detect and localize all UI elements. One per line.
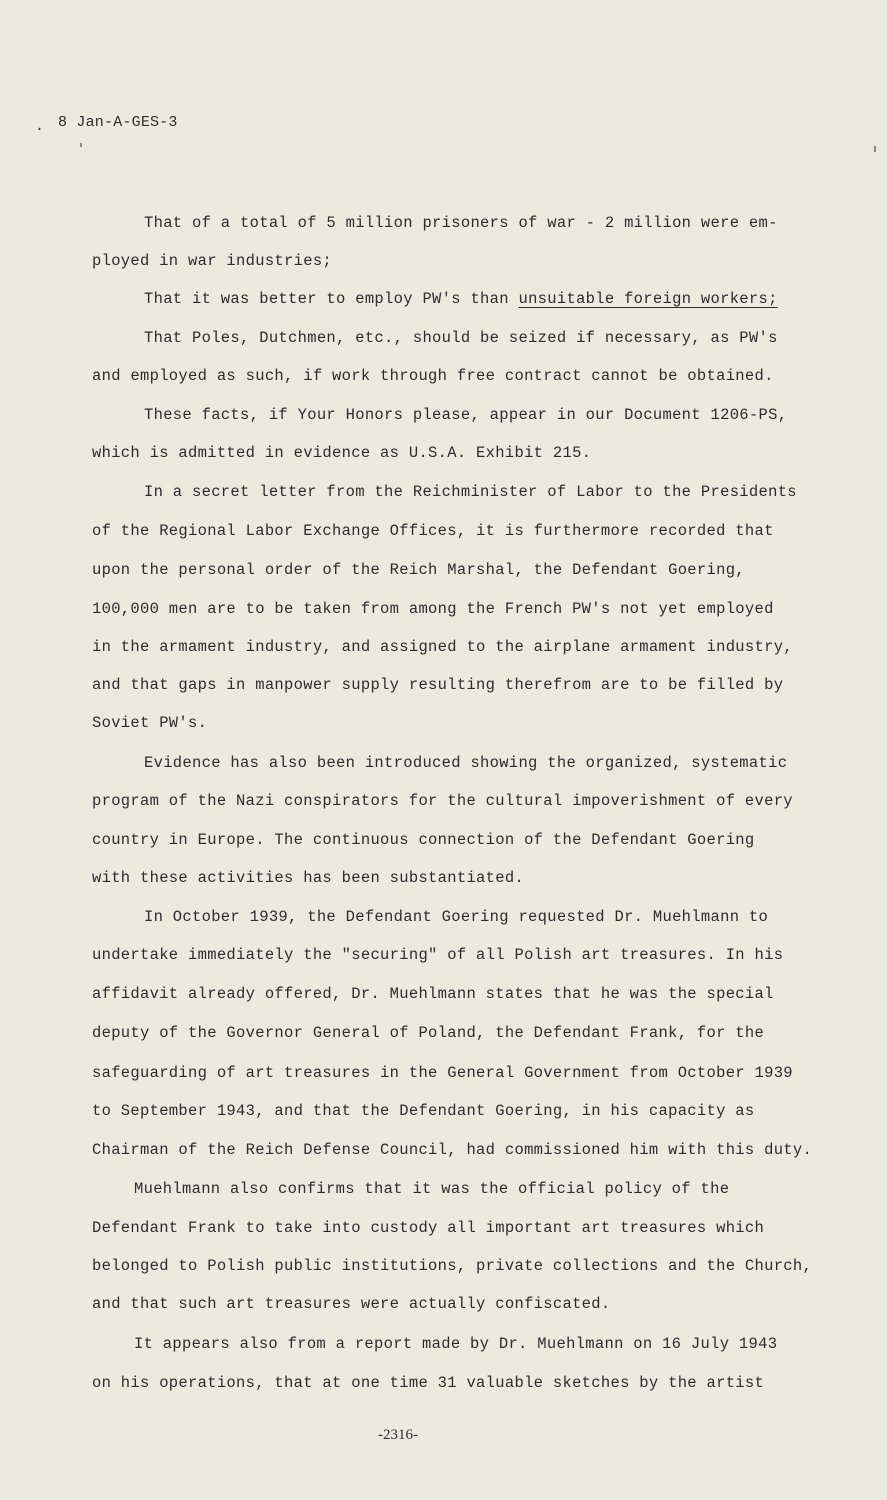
body-line: Muehlmann also confirms that it was the official policy of the [134, 1180, 730, 1198]
body-line-part: That it was better to employ PW's than [144, 290, 519, 308]
body-line: and that such art treasures were actually confiscated. [92, 1295, 611, 1313]
body-line: upon the personal order of the Reich Marshal, the Defendant Goering, [92, 561, 745, 579]
body-line: These facts, if Your Honors please, appear in our Document 1206-PS, [144, 406, 788, 424]
body-line: In a secret letter from the Reichminister of Labor to the Presidents [144, 483, 797, 501]
scan-artifact [80, 143, 82, 147]
body-line: Evidence has also been introduced showing the organized, systematic [144, 754, 788, 772]
underlined-phrase: unsuitable foreign workers; [518, 290, 778, 308]
body-line: belonged to Polish public institutions, private collections and the Church, [92, 1257, 813, 1275]
body-line: In October 1939, the Defendant Goering requested Dr. Muehlmann to [144, 908, 769, 926]
body-line: of the Regional Labor Exchange Offices, it is furthermore recorded that [92, 522, 774, 540]
document-reference: 8 Jan-A-GES-3 [58, 114, 178, 131]
page-number: -2316- [378, 1427, 418, 1443]
body-line: deputy of the Governor General of Poland, the Defendant Frank, for the [92, 1024, 765, 1042]
body-line: That Poles, Dutchmen, etc., should be seized if necessary, as PW's [144, 329, 778, 347]
body-line: in the armament industry, and assigned to the airplane armament industry, [92, 638, 793, 656]
body-line: ployed in war industries; [92, 252, 333, 270]
body-line: program of the Nazi conspirators for the cultural impoverishment of every [92, 792, 793, 810]
scan-artifact [874, 146, 876, 152]
body-line: Chairman of the Reich Defense Council, had commissioned him with this duty. [92, 1141, 813, 1159]
body-line: undertake immediately the "securing" of all Polish art treasures. In his [92, 946, 784, 964]
body-line-with-underline [144, 290, 778, 308]
body-line: country in Europe. The continuous connection of the Defendant Goering [92, 831, 755, 849]
body-line: and employed as such, if work through free contract cannot be obtained. [92, 367, 774, 385]
body-line: It appears also from a report made by Dr. Muehlmann on 16 July 1943 [134, 1335, 778, 1353]
body-line: Defendant Frank to take into custody all important art treasures which [92, 1219, 765, 1237]
body-line: and that gaps in manpower supply resulting therefrom are to be filled by [92, 676, 784, 694]
body-line: on his operations, that at one time 31 valuable sketches by the artist [92, 1374, 765, 1392]
body-line: 100,000 men are to be taken from among the French PW's not yet employed [92, 600, 774, 618]
body-line: That of a total of 5 million prisoners of war - 2 million were em- [144, 214, 778, 232]
body-line: with these activities has been substantiated. [92, 869, 525, 887]
body-line: Soviet PW's. [92, 714, 208, 732]
margin-dot: . [35, 118, 45, 135]
body-line: which is admitted in evidence as U.S.A. Exhibit 215. [92, 444, 592, 462]
body-line: affidavit already offered, Dr. Muehlmann states that he was the special [92, 985, 774, 1003]
body-line: safeguarding of art treasures in the General Government from October 1939 [92, 1064, 793, 1082]
body-line: to September 1943, and that the Defendant Goering, in his capacity as [92, 1102, 755, 1120]
